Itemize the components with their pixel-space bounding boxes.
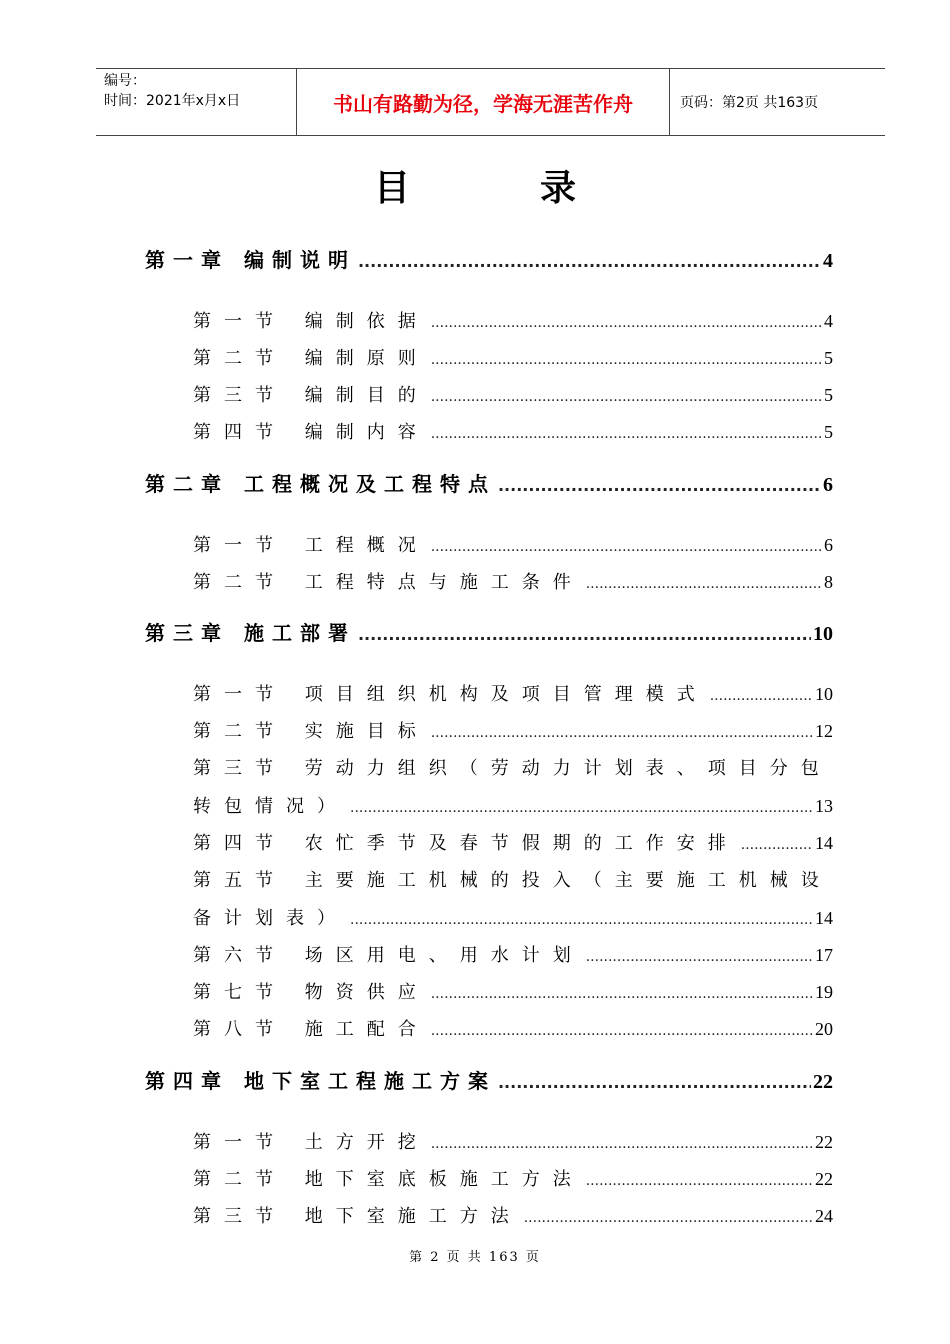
toc-chapter-1[interactable]: 第一章 编制说明 ..... 4 (145, 244, 833, 273)
header-meta (96, 69, 297, 135)
toc-chapter-3[interactable]: 第三章 施工部署 ..... 10 (145, 617, 833, 646)
toc-section-4-1[interactable]: 第一节 土方开挖 ..... 22 (193, 1128, 833, 1154)
toc-section-1-1[interactable]: 第一节 编制依据 ..... 4 (193, 307, 833, 333)
toc-section-3-3[interactable]: 转包情况） ..... 13 (193, 792, 833, 818)
toc-section-1-3[interactable]: 第三节 编制目的 ..... 5 (193, 381, 833, 407)
toc-section-1-4[interactable]: 第四节 编制内容 ..... 5 (193, 418, 833, 444)
page-footer: 第 2 页 共 163 页 (409, 1250, 541, 1265)
toc-section-2-2[interactable]: 第二节 工程特点与施工条件 ..... 8 (193, 568, 833, 594)
toc-section-3-6[interactable]: 第六节 场区用电、用水计划 ..... 17 (193, 941, 833, 967)
toc-chapter-2[interactable]: 第二章 工程概况及工程特点 ..... 6 (145, 468, 833, 497)
toc-section-2-1[interactable]: 第一节 工程概况 ..... 6 (193, 531, 833, 557)
header-page-info: 页码：第2页 共163页 (680, 95, 819, 111)
page-title: 目录 (373, 168, 706, 209)
header-motto: 书山有路勤为径，学海无涯苦作舟 (297, 69, 670, 135)
toc-section-3-2[interactable]: 第二节 实施目标 ..... 12 (193, 717, 833, 743)
toc-section-3-5-line1[interactable]: 第五节 主要施工机械的投入（主要施工机械设 (193, 870, 832, 891)
toc-section-3-1[interactable]: 第一节 项目组织机构及项目管理模式 ..... 10 (193, 680, 833, 706)
toc-chapter-4[interactable]: 第四章 地下室工程施工方案 ..... 22 (145, 1065, 833, 1094)
time-label: 时间：2021年x月x日 (104, 93, 241, 109)
toc-section-1-2[interactable]: 第二节 编制原则 ..... 5 (193, 344, 833, 370)
toc-section-3-4[interactable]: 第四节 农忙季节及春节假期的工作安排 ..... 14 (193, 829, 833, 855)
toc-section-3-5[interactable]: 备计划表） ..... 14 (193, 904, 833, 930)
toc-section-3-7[interactable]: 第七节 物资供应 ..... 19 (193, 978, 833, 1004)
toc-section-4-2[interactable]: 第二节 地下室底板施工方法 ..... 22 (193, 1165, 833, 1191)
toc-section-4-3[interactable]: 第三节 地下室施工方法 ..... 24 (193, 1202, 833, 1228)
code-label: 编号： (104, 73, 146, 89)
toc-section-3-8[interactable]: 第八节 施工配合 ..... 20 (193, 1015, 833, 1041)
page-header (96, 68, 885, 136)
toc-section-3-3-line1[interactable]: 第三节 劳动力组织（劳动力计划表、项目分包 (193, 758, 832, 779)
